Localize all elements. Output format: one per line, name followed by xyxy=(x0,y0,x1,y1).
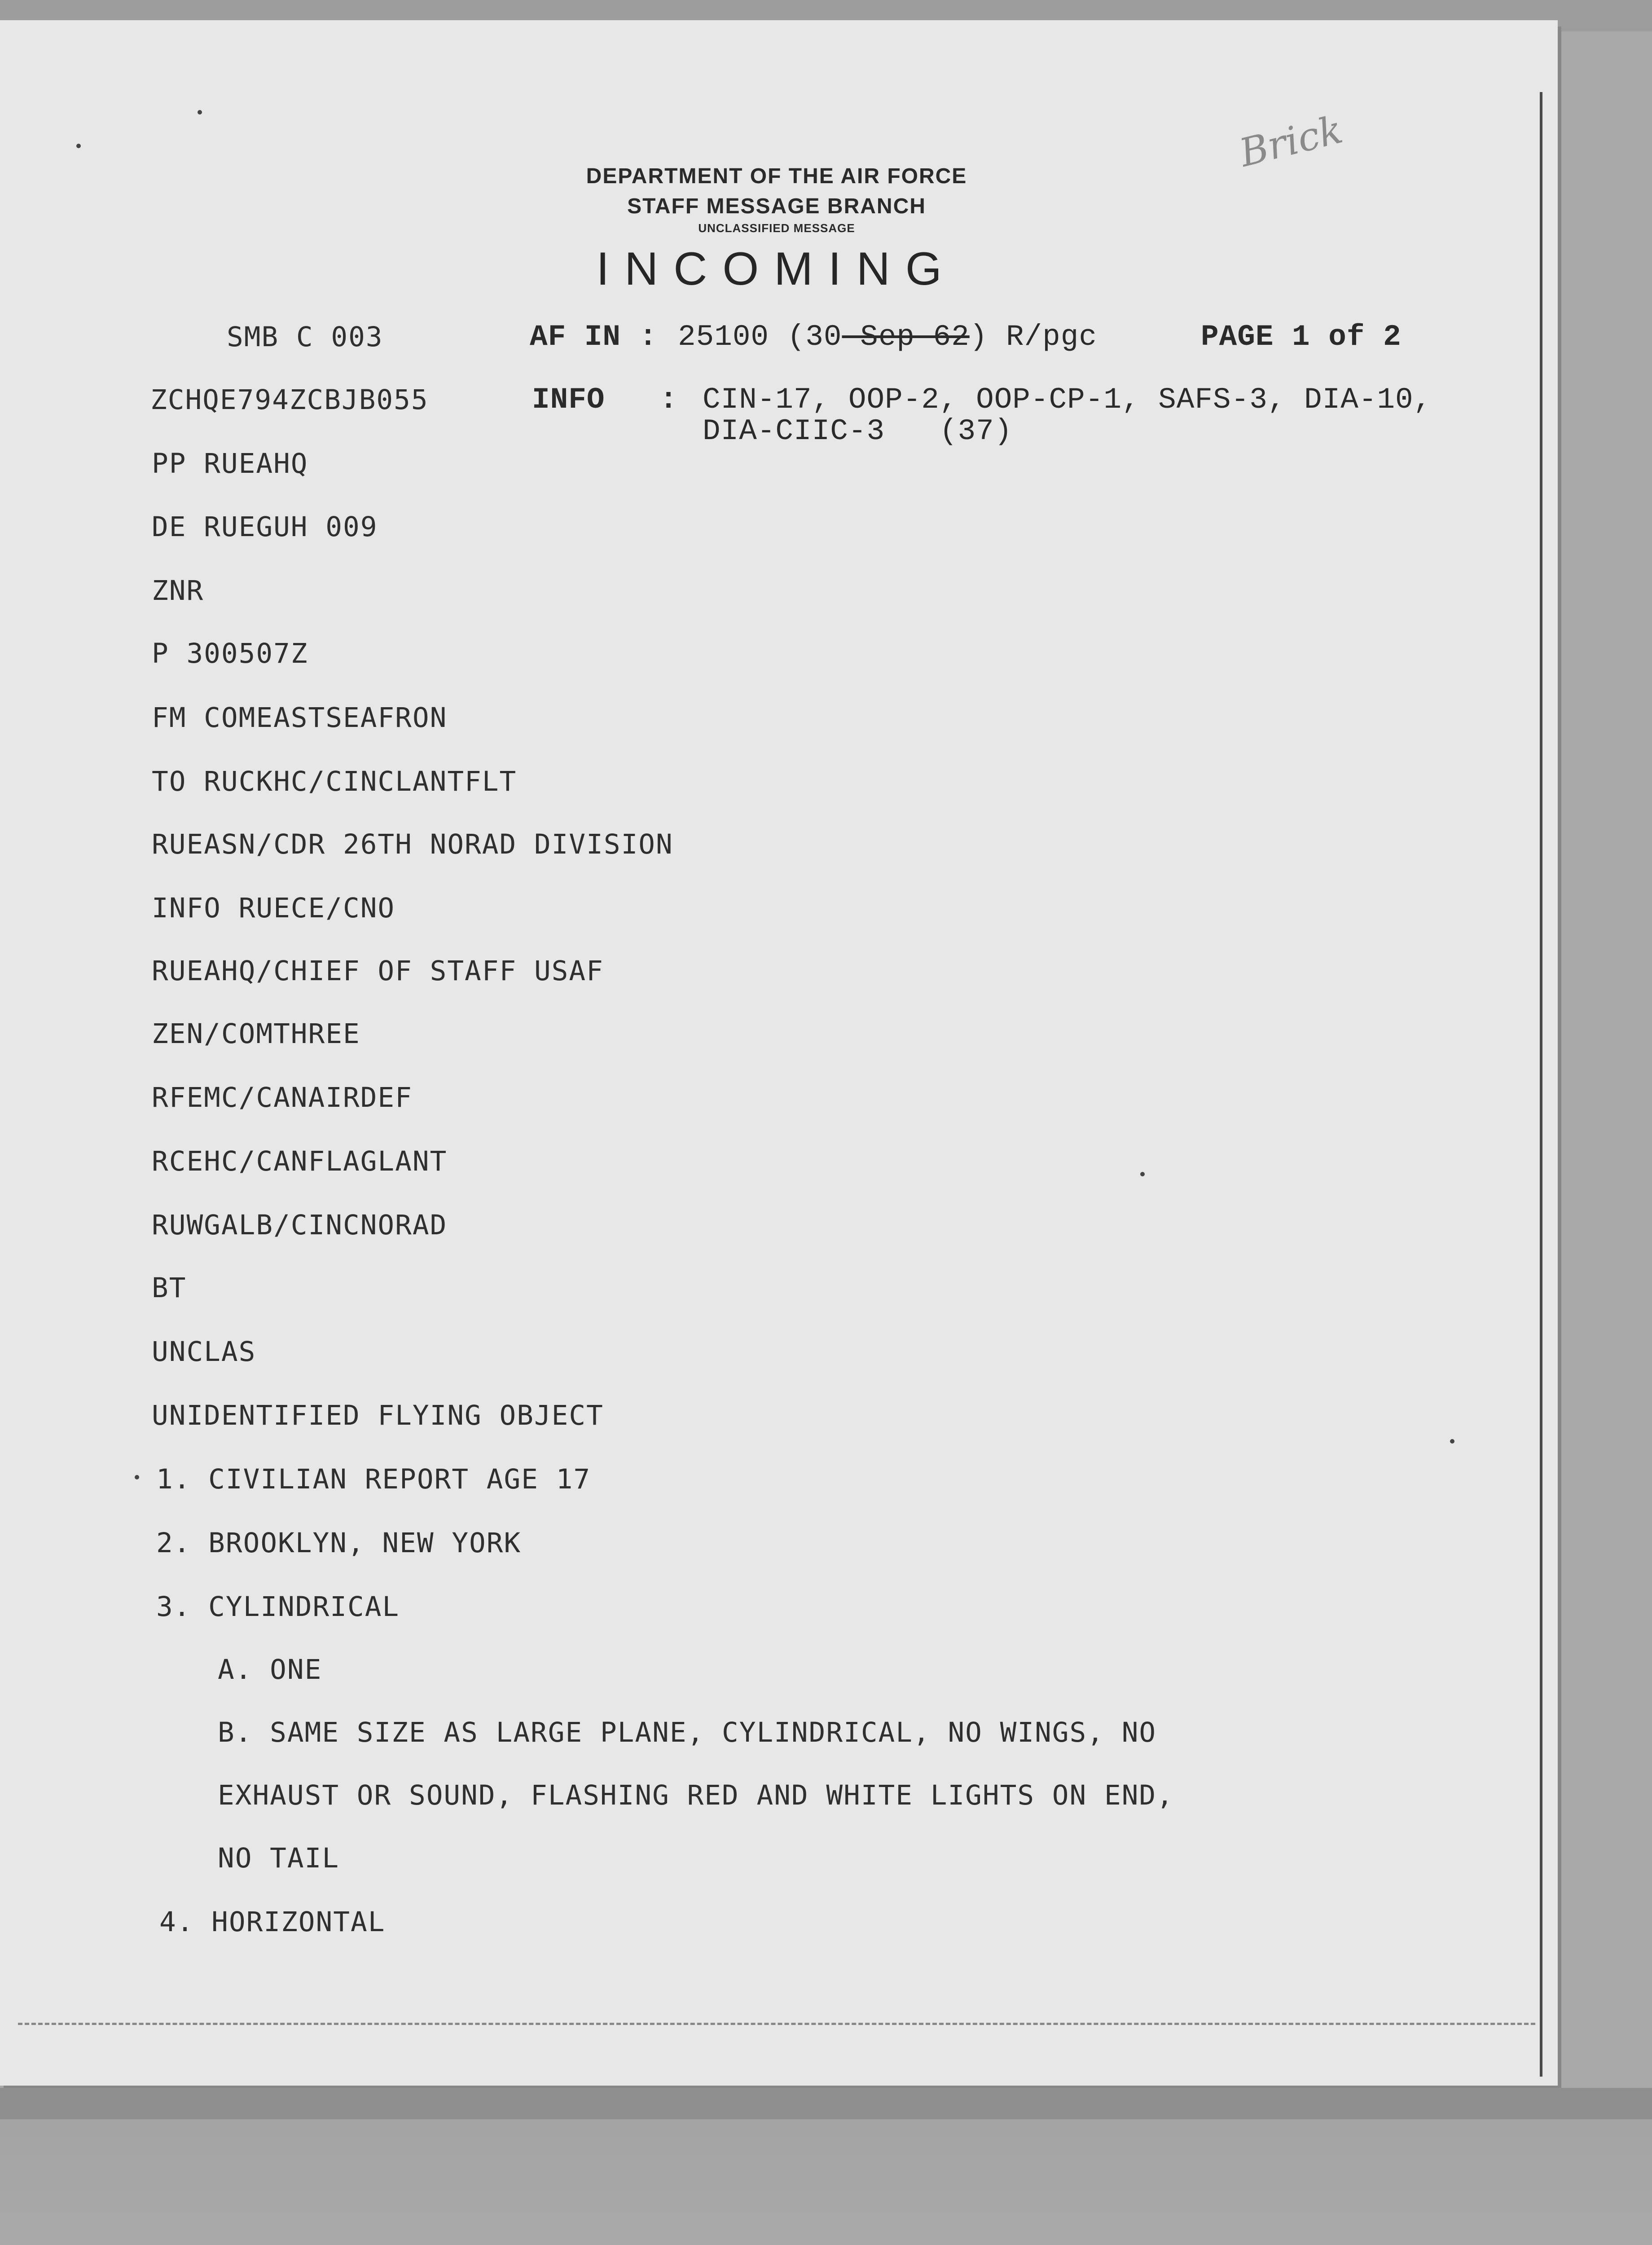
message-line-20: 3. CYLINDRICAL xyxy=(156,1591,400,1623)
document-header xyxy=(552,164,1001,296)
message-line-13: RCEHC/CANFLAGLANT xyxy=(152,1145,448,1177)
message-line-01: ZCHQE794ZCBJB055 xyxy=(150,384,429,416)
department-title: DEPARTMENT OF THE AIR FORCE xyxy=(586,164,967,188)
message-line-19: 2. BROOKLYN, NEW YORK xyxy=(156,1527,522,1559)
message-line-07: TO RUCKHC/CINCLANTFLT xyxy=(152,766,517,797)
scan-background xyxy=(0,2119,1652,2245)
branch-title: STAFF MESSAGE BRANCH xyxy=(627,194,926,218)
message-line-14: RUWGALB/CINCNORAD xyxy=(152,1209,448,1241)
message-line-25: 4. HORIZONTAL xyxy=(159,1906,386,1938)
af-in-label: AF IN : xyxy=(530,320,658,354)
af-in-number-value: 25100 xyxy=(678,320,769,354)
handwritten-annotation: Brick xyxy=(1235,107,1347,176)
info-label: INFO : xyxy=(532,383,678,417)
message-line-06: FM COMEASTSEAFRON xyxy=(152,702,448,734)
scan-shadow xyxy=(0,2088,1652,2119)
scan-speck xyxy=(1450,1439,1454,1444)
message-line-21: A. ONE xyxy=(218,1654,322,1686)
af-in-day: 30 xyxy=(805,320,842,354)
scan-speck xyxy=(198,110,202,114)
page-edge-rule xyxy=(1540,92,1542,2077)
message-line-04: ZNR xyxy=(152,575,204,607)
message-line-15: BT xyxy=(152,1272,187,1304)
message-line-08: RUEASN/CDR 26TH NORAD DIVISION xyxy=(152,828,673,860)
message-line-24: NO TAIL xyxy=(218,1842,340,1874)
message-line-18: 1. CIVILIAN REPORT AGE 17 xyxy=(156,1463,591,1495)
routing-code: R/pgc xyxy=(1006,320,1097,354)
af-in-struck-date: Sep 62 xyxy=(842,320,970,354)
message-line-02: PP RUEAHQ xyxy=(152,448,308,480)
message-line-12: RFEMC/CANAIRDEF xyxy=(152,1082,413,1114)
scan-speck xyxy=(76,144,81,148)
document-page xyxy=(0,20,1558,2086)
message-line-22: B. SAME SIZE AS LARGE PLANE, CYLINDRICAL, NO WINGS, NO xyxy=(218,1717,1157,1748)
incoming-title: INCOMING xyxy=(596,243,957,295)
classification-label: UNCLASSIFIED MESSAGE xyxy=(698,221,855,235)
page-count: PAGE 1 of 2 xyxy=(1201,320,1402,354)
message-line-05: P 300507Z xyxy=(152,638,308,669)
message-line-23: EXHAUST OR SOUND, FLASHING RED AND WHITE LIGHTS ON END, xyxy=(218,1779,1174,1811)
message-line-11: ZEN/COMTHREE xyxy=(152,1018,360,1050)
info-distribution-line-1: CIN-17, OOP-2, OOP-CP-1, SAFS-3, DIA-10, xyxy=(703,383,1432,417)
perforation-line xyxy=(18,2023,1535,2025)
scan-speck xyxy=(1140,1172,1145,1176)
af-in-open-paren: ( xyxy=(787,320,806,354)
info-distribution-line-2: DIA-CIIC-3 (37) xyxy=(703,414,1013,448)
message-line-10: RUEAHQ/CHIEF OF STAFF USAF xyxy=(152,955,604,987)
af-in-number xyxy=(678,320,1097,354)
smb-reference: SMB C 003 xyxy=(227,321,383,353)
message-line-03: DE RUEGUH 009 xyxy=(152,511,378,543)
message-line-16: UNCLAS xyxy=(152,1336,256,1368)
af-in-close-paren: ) xyxy=(969,320,988,354)
scan-speck xyxy=(135,1475,139,1479)
message-line-17: UNIDENTIFIED FLYING OBJECT xyxy=(152,1400,604,1431)
message-line-09: INFO RUECE/CNO xyxy=(152,892,395,924)
